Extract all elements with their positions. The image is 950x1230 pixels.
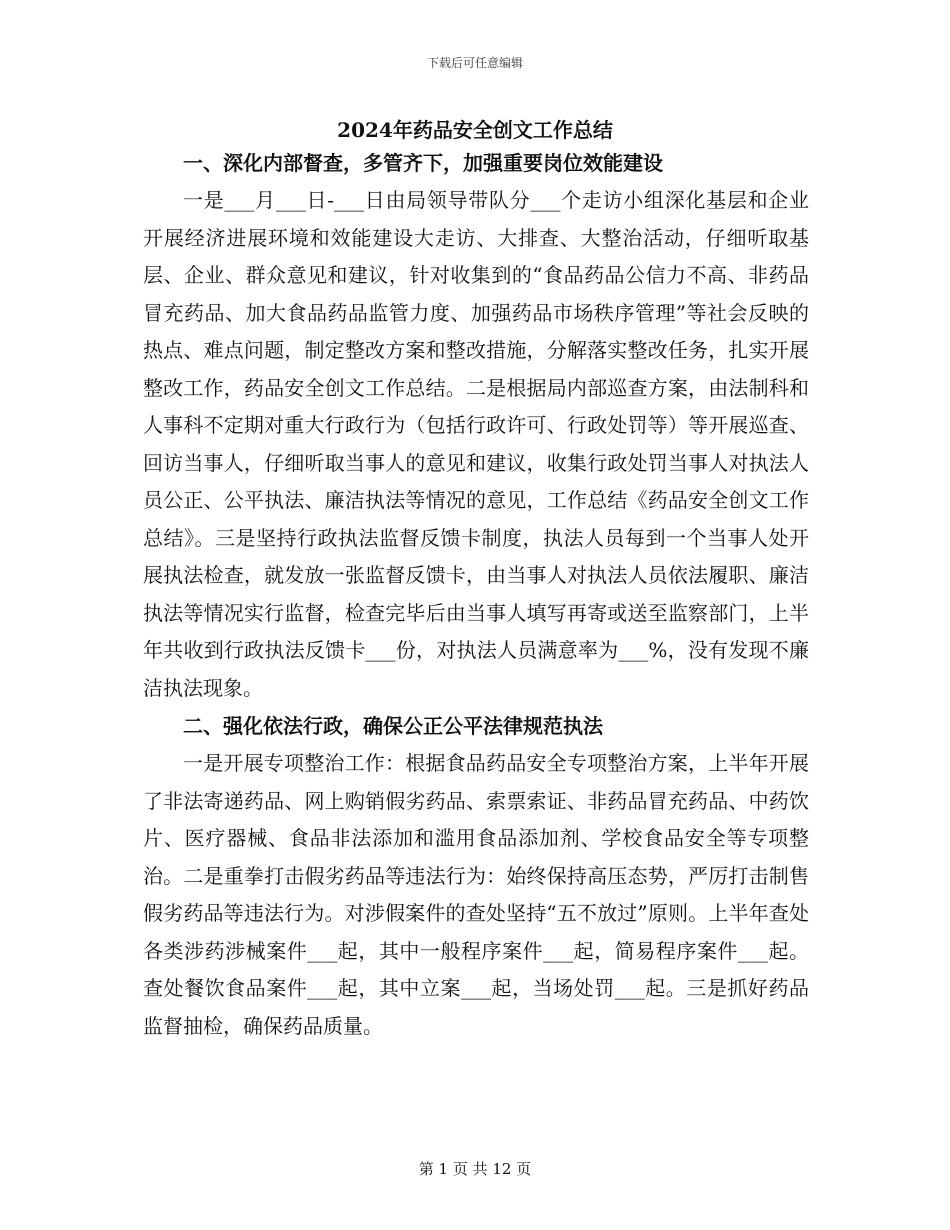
section-heading-1: 一、深化内部督查，多管齐下，加强重要岗位效能建设 xyxy=(183,151,663,175)
document-body xyxy=(143,144,809,1045)
page-footer: 第 1 页 共 12 页 xyxy=(418,1160,532,1178)
section-paragraph-1: 一是___月___日-___日由局领导带队分___个走访小组深化基层和企业开展经济进展环境和效能建设大走访、大排查、大整治活动，仔细听取基层、企业、群众意见和建议，针对收集到的“食品药品公信力不高、非药品冒充药品、加大食品药品监管力度、加强药品市场秩序管理”等社会反映的热点、难点问题，制定整改方案和整改措施，分解落实整改任务，扎实开展整改工作，药品安全创文工作总结。二是根据局内部巡查方案，由法制科和人事科不定期对重大行政行为（包括行政许可、行政处罚等）等开展巡查、回访当事人，仔细听取当事人的意见和建议，收集行政处罚当事人对执法人员公正、公平执法、廉洁执法等情况的意见，工作总结《药品安全创文工作总结》。三是坚持行政执法监督反馈卡制度，执法人员每到一个当事人处开展执法检查，就发放一张监督反馈卡，由当事人对执法人员依法履职、廉洁执法等情况实行监督，检查完毕后由当事人填写再寄或送至监察部门，上半年共收到行政执法反馈卡___份，对执法人员满意率为___%，没有发现不廉洁执法现象。 xyxy=(143,188,809,700)
header-note: 下载后可任意编辑 xyxy=(426,56,523,70)
document-title: 2024年药品安全创文工作总结 xyxy=(337,118,613,142)
section-paragraph-2: 一是开展专项整治工作：根据食品药品安全专项整治方案，上半年开展了非法寄递药品、网上购销假劣药品、索票索证、非药品冒充药品、中药饮片、医疗器械、食品非法添加和滥用食品添加剂、学校食品安全等专项整治。二是重拳打击假劣药品等违法行为：始终保持高压态势，严厉打击制售假劣药品等违法行为。对涉假案件的查处坚持“五不放过”原则。上半年查处各类涉药涉械案件___起，其中一般程序案件___起，简易程序案件___起。查处餐饮食品案件___起，其中立案___起，当场处罚___起。三是抓好药品监督抽检，确保药品质量。 xyxy=(143,751,809,1038)
section-heading-2: 二、强化依法行政，确保公正公平法律规范执法 xyxy=(183,714,603,738)
